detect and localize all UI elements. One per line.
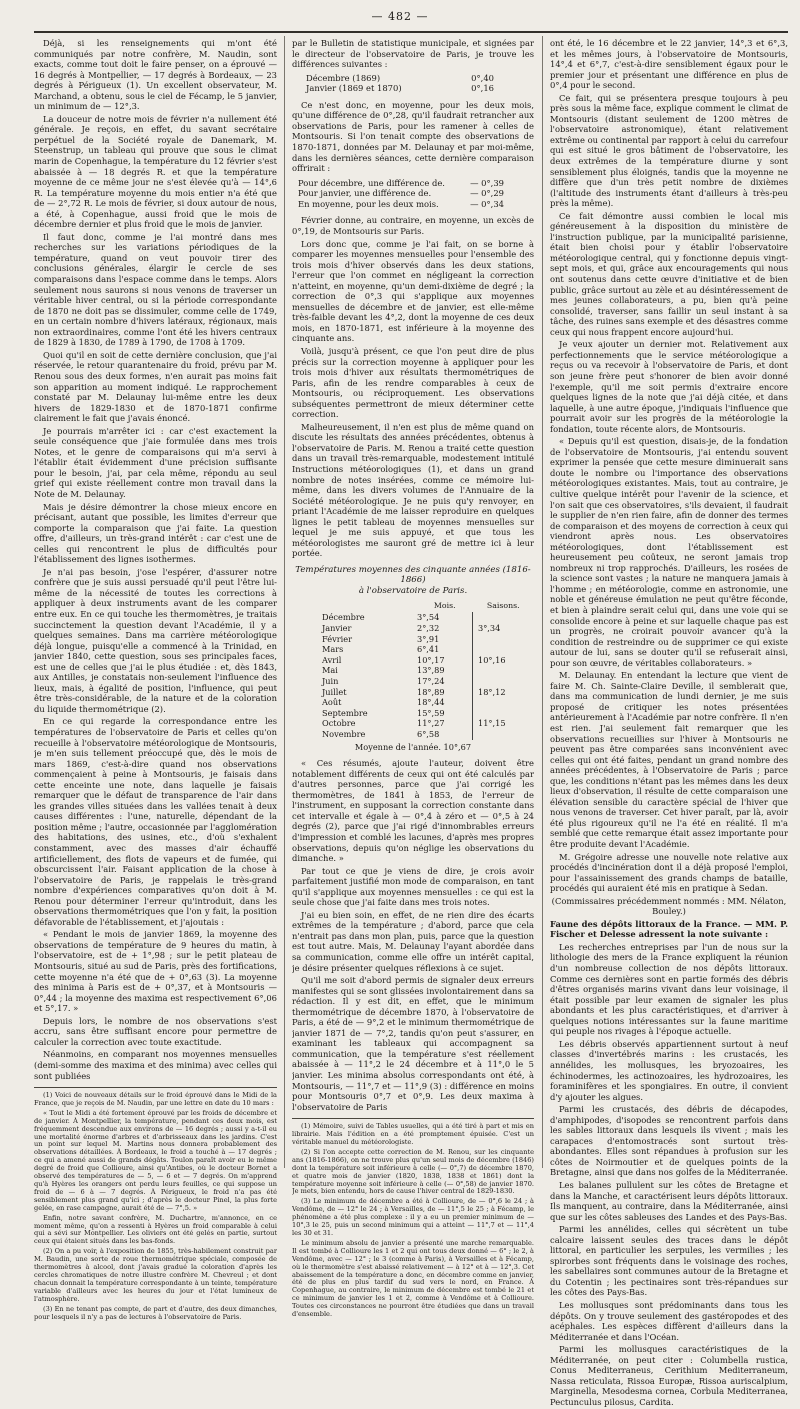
paragraph: Parmi les annélides, celles qui sécrètent un tube calcaire laissent seules des traces dans le dépôt littoral, en particulier les serpules, les vermilies ; les spirorbes sont fréquents dans le voisinage des roches, les sabellaires sont communes autour de la Bretagne et du Cotentin ; les pectinaires sont très-répandues sur les côtes des Pays-Bas. [550,1224,788,1298]
table-title-line: Températures moyennes des cinquante années (1816-1866) [295,564,531,586]
table-row [292,676,534,687]
paragraph: J'ai eu bien soin, en effet, de ne rien dire des écarts extrêmes de la température ; d'abord, parce que cela n'entrait pas dans mon plan, puis, parce que la question est tout autre. Mais, M. Delaunay l'ayant abordée dans sa communication, comme elle offre un intérêt capital, je désire présenter quelques réflexions à ce sujet. [292,909,534,973]
comparison-row [292,188,534,199]
difference-list [292,73,534,94]
footnote-separator [292,1118,534,1119]
table-cell-value: 2°,32 [417,623,440,634]
page-number: — 482 — [371,10,429,23]
comparison-row [292,178,534,189]
table-cell-value: 6°,41 [417,644,440,655]
table-cell-month: Mars [322,644,344,655]
table-header [292,600,534,612]
footnote: Enfin, notre savant confrère, M. Duchartre, m'annonce, en ce moment même, qu'on a ressenti à Hyères un froid comparable à celui qui a sévi sur Montpellier. Les oliviers ont été gelés en partie, surtout ceux qui étaient situés dans les bas-fonds. [34,1213,277,1246]
table-row [292,729,534,740]
column-left [34,38,277,1323]
paragraph: Mais je désire démontrer la chose mieux encore en précisant, autant que possible, les limites d'erreur que comporte la comparaison que j'ai faite. La question offre, d'ailleurs, un très-grand intérêt : car c'est une de celles qui rencontrent le plus de difficultés pour l'établissement des lignes isothermes. [34,501,277,565]
comparison-label: En moyenne, pour les deux mois. [298,198,439,209]
paragraph: Par tout ce que je viens de dire, je crois avoir parfaitement justifié mon mode de comparaison, en tant qu'il s'applique aux moyennes mensuelles : ce qui est la seule chose que j'ai faite dans mes trois notes. [292,865,534,908]
paragraph: Les recherches entreprises par l'un de nous sur la lithologie des mers de la France expliquent la réunion d'un nombreuse collection de nos dépôts littoraux. Comme ces dernières sont en partie formés des débris d'êtres organisés marins vivant dans leur voisinage, il était possible par leur examen de signaler les plus abondants et les plus caractéristiques, et d'arriver à quelques notions intéressantes sur la faune maritime qui peuple nos rivages à l'époque actuelle. [550,941,788,1037]
table-body [292,612,534,739]
paragraph: Voilà, jusqu'à présent, ce que l'on peut dire de plus précis sur la correction moyenne à appliquer pour les trois mois d'hiver aux résultats thermométriques de Paris, afin de les rendre comparables à ceux de Montsouris, ou réciproquement. Les observations subséquentes permettront de mieux déterminer cette correction. [292,346,534,420]
table-row [292,634,534,645]
footnote: (3) En ne tenant pas compte, de part et d'autre, des deux dimanches, pour lesquels il n'y a pas de lectures à l'observatoire de Paris. [34,1304,277,1321]
difference-row [292,83,534,94]
section-heading: Faune des dépôts littoraux de la France. — MM. P. Fischer et Delesse adressent la note suivante : [550,918,788,940]
table-cell-value: 11°,27 [417,718,445,729]
paragraph: Je n'ai pas besoin, j'ose l'espérer, d'assurer notre confrère que je suis aussi persuadé qu'il peut l'être lui-même de la nécessité de toutes les corrections à appliquer à deux instruments avant de les comparer entre eux. En ce qui touche les thermomètres, je traitais succinctement la question devant l'Académie, il y a quelques semaines. Dans ma carrière météorologique déjà longue, puisqu'elle a commencé à la Trinidad, en janvier 1840, cette question, sous ses principales faces, est une de celles que j'ai le plus étudiée : et, dès 1843, aux Antilles, je constatais non-seulement l'influence des lieux, mais, à égalité de position, l'influence, qui peut être très-considérable, de la nature et de la coloration du liquide thermométrique (2). [34,566,277,714]
paragraph: Parmi les mollusques caractéristiques de la Méditerranée, on peut citer : Columbella rustica, Conus Mediterraneus, Cerithium Mediterraneum, Nassa reticulata, Rissoa Europæ, Rissoa auriscalpium, Marginella, Mesodesma cornea, Corbula Mediterranea, Pectunculus pilosus, Cardita. [550,1344,788,1407]
paragraph: Déjà, si les renseignements qui m'ont été communiqués par notre confrère, M. Naudin, sont exacts, comme tout doit le faire penser, on a éprouvé — 16 degrés à Montpellier, — 17 degrés à Bordeaux, — 23 degrés à Périgueux (1). Un excellent observateur, M. Marchand, a obtenu, sous le ciel de Fécamp, le 5 janvier, un minimum de — 12°,3. [34,38,277,112]
paragraph: Février donne, au contraire, en moyenne, un excès de 0°,19, de Montsouris sur Paris. [292,215,534,236]
table-row [292,644,534,655]
table-cell-season [473,612,535,623]
footnote: (3) Le minimum de décembre a été à Collioure, de — 0°,6 le 24 ; à Vendôme, de — 12° le 24 ; à Versailles, de — 11°,5 le 25 ; à Fécamp, le phénomène a été plus complexe : il y a eu un premier minimum de — 10°,3 le 25, puis un second minimum qui a atteint — 11°,7 et — 11°,4 les 30 et 31. [292,1197,534,1237]
paragraph: « Depuis qu'il est question, disais-je, de la fondation de l'observatoire de Montsouris, j'ai entendu souvent exprimer la pensée que cette mesure diminuerait sans doute le nombre ou l'importance des observations météorologiques existantes. Mais, tout au contraire, je cultive quelque intérêt pour l'avenir de la science, et l'on sait que ces observatoires, s'ils devaient, il faudrait le supplier de n'en rien faire, afin de donner des termes de comparaison et des moyens de correction à ceux qui viendront après nous. Les observatoires météorologiques, dont l'établissement est heureusement peu coûteux, ne seront jamais trop nombreux ni trop rapprochés. D'ailleurs, les rosées de la science sont vastes ; la nature ne manquera jamais à l'homme ; en météorologie, comme en astronomie, une noble et généreuse émulation ne peut qu'être féconde, et bien à plaindre serait celui qui, dans une voie qui se consolide encore à peine et sur laquelle chaque pas est un progrès, ne croirait pouvoir avancer qu'à la condition de restreindre ou de supprimer ce qui existe autour de lui, sans se douter qu'il se refuserait ainsi, pour son œuvre, de véritables collaborateurs. » [550,436,788,668]
paragraph: Néanmoins, en comparant nos moyennes mensuelles (demi-somme des maxima et des minima) avec celles qui sont publiées [34,1049,277,1081]
paragraph: Les balanes pullulent sur les côtes de Bretagne et dans la Manche, et caractérisent leurs dépôts littoraux. Ils manquent, au contraire, dans la Méditerranée, ainsi que sur les côtes sableuses des Landes et des Pays-Bas. [550,1179,788,1222]
difference-value: 0°,40 [471,72,494,83]
table-cell-season: 18°,12 [473,687,535,698]
comparison-label: Pour janvier, une différence de. [298,188,432,199]
difference-value: 0°,16 [471,83,494,94]
table-cell-value: 13°,89 [417,665,445,676]
table-cell-season: 11°,15 [473,718,535,729]
table-row [292,687,534,698]
table-cell-season [473,644,535,655]
table-cell-value: 6°,58 [417,728,440,739]
column-divider [542,36,543,1168]
table-row [292,708,534,719]
column-divider [284,36,285,1168]
table-footer [292,740,534,753]
paragraph: La douceur de notre mois de février n'a nullement été générale. Je reçois, en effet, du savant secrétaire perpétuel de la Société royale de Danemark, M. Steenstrup, un tableau qui prouve que sous le climat marin de Copenhague, la température du 12 février s'est abaissée à — 18 degrés R. et que la température moyenne de ce même jour ne s'est élevée qu'à — 14°,6 R. La température moyenne du mois entier n'a été que de — 2°,72 R. Le mois de février, si doux autour de nous, a été, à Copenhague, aussi froid que le mois de décembre dernier et plus froid que le mois de janvier. [34,113,277,230]
footnote: (1) Voici de nouveaux détails sur le froid éprouvé dans le Midi de la France, que je reçois de M. Naudin, par une lettre en date du 10 mars : [34,1091,277,1107]
table-cell-month: Janvier [322,623,352,634]
paragraph: M. Delaunay. En entendant la lecture que vient de faire M. Ch. Sainte-Claire Deville, il semblerait que, dans ma communication de lundi dernier, je me suis proposé de critiquer les notes présentées antérieurement à l'Académie par notre confrère. Il n'en est rien. J'ai seulement fait remarquer que les observations recueillies sur l'hiver à Montsouris ne peuvent pas être comparées sans inconvénient avec celles qui ont été faites, pendant un grand nombre des années précédentes, à l'Observatoire de Paris ; parce que, les conditions n'étant pas les mêmes dans les deux lieux d'observation, il résulte de cette comparaison une élévation sensible du caractère spécial de l'hiver que nous venons de traverser. Cet hiver paraît, par là, avoir été plus rigoureux qu'il ne l'a été en réalité. Il m'a semblé que cette remarque était assez importante pour être produite devant l'Académie. [550,670,788,850]
paragraph: par le Bulletin de statistique municipale, et signées par le directeur de l'observatoire de Paris, je trouve les différences suivantes : [292,38,534,70]
table-cell-month: Novembre [322,728,366,739]
paragraph: Je veux ajouter un dernier mot. Relativement aux perfectionnements que le service météorologique a reçus ou va recevoir à l'observatoire de Paris, et dont son jeune frère peut s'honorer de bien avoir donné l'exemple, qu'il me soit permis d'extraire encore quelques lignes de la note que j'ai déjà citée, et dans laquelle, à une autre époque, j'indiquais l'influence que pourrait avoir sur les progrès de la météorologie la fondation, toute récente alors, de Montsouris. [550,339,788,434]
temperature-table [292,600,534,752]
table-cell-month: Décembre [322,612,365,623]
paragraph: En ce qui regarde la correspondance entre les températures de l'observatoire de Paris et celles qu'on recueille à l'observatoire météorologique de Montsouris, je m'en suis tellement préoccupé que, dès le mois de mars 1869, c'est-à-dire quand nos observations commençaient à peine à Montsouris, je faisais dans cette enceinte une note, dans laquelle je faisais remarquer que le défaut de transparence de l'air dans les grandes villes situées dans les vallées tenait à deux causes différentes : l'une, naturelle, dépendant de la position même ; l'autre, occasionnée par l'agglomération des habitations, des usines, etc., d'où s'exhalent constamment, avec des masses d'air échauffé artificiellement, des flots de vapeurs et de fumée, qui obscurcissent l'air. Faisant application de la chose à l'observatoire de Paris, je rappelais le très-grand nombre d'expériences comparatives qu'on doit à M. Renou pour déterminer l'erreur qu'introduit, dans les observations thermométriques que l'on y fait, la position défavorable de l'établissement, et j'ajoutais : [34,716,277,927]
paragraph: « Pendant le mois de janvier 1869, la moyenne des observations de température de 9 heures du matin, à l'observatoire, est de + 1°,98 ; sur le petit plateau de Montsouris, situé au sud de Paris, près des fortifications, cette moyenne n'a été que de + 0°,63 (3). La moyenne des minima à Paris est de + 0°,37, et à Montsouris — 0°,44 ; la moyenne des maxima est respectivement 6°,06 et 5°,17. » [34,929,277,1014]
table-cell-season [473,676,535,687]
footnote-separator [34,1087,277,1088]
difference-label: Décembre (1869) [306,72,381,83]
table-cell-value: 10°,17 [417,654,445,665]
paragraph: Il faut donc, comme je l'ai montré dans mes recherches sur les variations périodiques de la température, quand on veut pouvoir tirer des conclusions générales, élargir le cercle de ses comparaisons dans l'espace comme dans le temps. Alors seulement nous saurons si nous venons de traverser un véritable hiver central, ou si la période correspondante de 1870 ne doit pas se dissimuler, comme celle de 1749, en un certain nombre d'hivers latéraux, régionaux, mais non extraordinaires, comme l'ont été les hivers centraux de 1829 à 1830, de 1789 à 1790, de 1708 à 1709. [34,231,277,348]
table-cell-month: Juin [322,676,339,686]
table-cell-value: 15°,59 [417,707,445,718]
paragraph: ont été, le 16 décembre et le 22 janvier, 14°,3 et 6°,3, et les mêmes jours, à l'observatoire de Montsouris, 14°,4 et 6°,7, c'est-à-dire sensiblement égaux pour le premier jour et présentant une différence en plus de 0°,4 pour le second. [550,38,788,91]
table-row [292,655,534,666]
table-cell-season [473,634,535,645]
table-row [292,623,534,634]
table-row [292,665,534,676]
table-cell-month: Août [322,697,342,708]
table-cell-value: 3°,91 [417,633,440,644]
paragraph: Ce n'est donc, en moyenne, pour les deux mois, qu'une différence de 0°,28, qu'il faudrait retrancher aux observations de Paris, pour les ramener à celles de Montsouris. Si l'on tenait compte des observations de 1870-1871, données par M. Delaunay et par moi-même, dans les dernières séances, cette dernière comparaison offrirait : [292,99,534,174]
paragraph: « Ces résumés, ajoute l'auteur, doivent être notablement différents de ceux qui ont été calculés par d'autres personnes, parce que j'ai corrigé les thermomètres, de 1841 à 1853, de l'erreur de l'instrument, en supposant la correction constante dans cet intervalle et égale à — 0°,4 à zéro et — 0°,5 à 24 degrés (2), parce que j'ai rigé d'innombrables erreurs d'impression et comblé les lacunes, d'après mes propres observations, depuis qu'on néglige les observations du dimanche. » [292,758,534,864]
table-cell-month: Octobre [322,718,356,729]
comparison-value: — 0°,39 [470,177,504,188]
paragraph: Je pourrais m'arrêter ici : car c'est exactement la seule conséquence que j'aie formulée dans mes trois Notes, et le genre de comparaisons qui m'a servi à l'établir était évidemment d'une précision suffisante pour le besoin, j'ai, par cela même, répondu au seul grief qui existe réellement contre mon travail dans la Note de M. Delaunay. [34,425,277,499]
table-cell-season: 10°,16 [473,655,535,666]
table-cell-season: 3°,34 [473,623,535,634]
table-cell-month: Février [322,633,352,644]
footnote: (2) Si l'on accepte cette correction de M. Renou, sur les cinquante ans (1816-1866), on ne trouve plus qu'un seul mois de décembre (1846) dont la température soit inférieure à celle (— 0°,7) de décembre 1870, et quatre mois de janvier (1820, 1838, 1838 et 1861) dont la température moyenne soit inférieure à celle (— 0°,58) de janvier 1870. Je mets, bien entendu, hors de cause l'hiver central de 1829-1830. [292,1147,534,1196]
table-cell-season [473,665,535,676]
table-cell-value: 18°,89 [417,686,445,697]
difference-row [292,73,534,84]
paragraph: M. Grégoire adresse une nouvelle note relative aux procédés d'incinération dont il a déjà proposé l'emploi, pour l'assainissement des grands champs de bataille, procédés qui auraient été mis en pratique à Sedan. [550,851,788,894]
table-row [292,697,534,708]
comparison-list [292,178,534,210]
comparison-label: Pour décembre, une différence de. [298,177,445,188]
footnote: (1) Mémoire, suivi de Tables usuelles, qui a été tiré à part et mis en librairie. Mais l'édition en a été promptement épuisée. C'est un véritable manuel du météorologiste. [292,1122,534,1147]
table-cell-month: Avril [322,654,342,665]
footnote: Le minimum absolu de janvier a présenté une marche remarquable. Il est tombé à Collioure les 1 et 2 qui ont tous deux donné — 6° ; le 2, à Vendôme, avec — 12° ; le 3 (comme à Paris), à Versailles et à Fécamp, où le thermomètre s'est abaissé relativement — à 12° et à — 12°,3. Cet abaissement de la température a donc, en décembre comme en janvier, été de plus en plus tardif du sud vers le nord, en France. À Copenhague, au contraire, le minimum de décembre est tombé le 21 et ce minimum de janvier les 1 et 2, comme à Vendôme et à Collioure. Toutes ces circonstances ne pourront être étudiées que dans un travail d'ensemble. [292,1238,534,1319]
paragraph: Les débris observés appartiennent surtout à neuf classes d'invertébrés marins : les crustacés, les annélides, les mollusques, les bryozoaires, les échinodermes, les actinozoaires, les hydrozoaires, les foraminifères et les spongiaires. En outre, il convient d'y ajouter les algues. [550,1038,788,1102]
table-title [292,565,534,597]
column-right [550,38,788,1409]
paragraph: (Commissaires précédemment nommés : MM. Nélaton, Bouley.) [551,895,787,917]
table-cell-value: 3°,54 [417,612,440,623]
comparison-row [292,199,534,210]
table-row [292,612,534,623]
paragraph: Quoi qu'il en soit de cette dernière conclusion, que j'ai réservée, le retour quarantenaire du froid, prévu par M. Renou sous des deux formes, n'en aurait pas moins fait son apparition au moment indiqué. Le rapprochement constaté par M. Delaunay lui-même entre les deux hivers de 1829-1830 et de 1870-1871 confirme clairement le fait que j'avais énoncé. [34,349,277,424]
table-cell-month: Juillet [322,686,347,697]
table-cell-value: 17°,24 [417,676,445,686]
table-cell-value: 18°,44 [417,697,445,708]
table-cell-season [473,729,535,740]
paragraph: Qu'il me soit d'abord permis de signaler deux erreurs manifestes qui se sont glissées involontairement dans sa rédaction. Il y est dit, en effet, que le minimum thermométrique de décembre 1870, à l'observatoire de Paris, a été de — 9°,2 et le minimum thermométrique de janvier 1871 de — 7°,2, tandis qu'on peut s'assurer, en examinant les tableaux qui accompagnent sa communication, que la température s'est réellement abaissée à — 11°,2 le 24 décembre et à 11°,0 le 5 janvier. Les minima absolus correspondants ont été, à Montsouris, — 11°,7 et — 11°,9 (3) : différence en moins pour Montsouris 0°,7 et 0°,9. Les deux maxima à l'observatoire de Paris [292,975,534,1112]
table-cell-month: Septembre [322,707,368,718]
paragraph: Lors donc que, comme je l'ai fait, on se borne à comparer les moyennes mensuelles pour l'ensemble des trois mois d'hiver observés dans les deux stations, l'erreur que l'on commet en négligeant la correction n'atteint, en moyenne, qu'un demi-dixième de degré ; la correction de 0°,3 qui s'applique aux moyennes mensuelles de décembre et de janvier, est elle-même très-faible devant les 4°,2, dont la moyenne de ces deux mois, en 1870-1871, est inférieure à la moyenne des cinquante ans. [292,238,534,344]
difference-label: Janvier (1869 et 1870) [306,83,402,94]
table-title-line: à l'observatoire de Paris. [358,585,468,596]
comparison-value: — 0°,29 [470,188,504,199]
paragraph: Les mollusques sont prédominants dans tous les dépôts. On y trouve seulement des gastéropodes et des acéphales. Les espèces diffèrent d'ailleurs dans la Méditerranée et dans l'Océan. [550,1299,788,1342]
paragraph: Ce fait démontre aussi combien le local mis généreusement à la disposition du ministère de l'instruction publique, par la municipalité parisienne, était bien choisi pour y établir l'observatoire météorologique central, qui y fonctionne depuis vingt-sept mois, et qui, grâce aux encouragements qui nous ont soutenus dans cette œuvre d'initiative et de bien public, grâce surtout au zèle et au désintéressement de mes jeunes collaborateurs, a pu, bien qu'à peine consolidé, traverser, sans faillir un seul instant à sa tâche, des ruines sans exemple et des désastres comme ceux qui nous frappent encore aujourd'hui. [550,210,788,337]
header-rule [34,31,788,33]
paragraph: Ce fait, qui se présentera presque toujours à peu près sous la même face, explique comment le climat de Montsouris (distant seulement de 1200 mètres de l'observatoire astronomique), étant relativement extrême ou continental par rapport à celui du carrefour qui est situé le gros bâtiment de l'observatoire, les deux extrêmes de la température diurne y sont sensiblement plus éloignés, tandis que la moyenne ne diffère que d'un très petit nombre de dixièmes (l'altitude des instruments étant d'ailleurs à très-peu près la même). [550,92,788,209]
paragraph: Depuis lors, le nombre de nos observations s'est accru, sans être suffisant encore pour permettre de calculer la correction avec toute exactitude. [34,1015,277,1047]
table-footer-text: Moyenne de l'année. 10°,67 [354,741,472,752]
footnote: (2) On a pu voir, à l'exposition de 1855, très-habilement construit par M. Baudin, une sorte de roue thermométrique spéciale, composée de thermomètres à alcool, dont j'avais gradué la coloration d'après les cercles chromatiques de notre illustre confrère M. Chevreul ; et dont chacun donnait la température correspondante à un teinte, température variable d'ailleurs avec les heures du jour et l'état lumineux de l'atmosphère. [34,1247,277,1303]
comparison-value: — 0°,34 [470,198,504,209]
table-row [292,718,534,729]
column-header: Mois. [433,601,456,611]
table-cell-season [473,697,535,708]
table-cell-month: Mai [322,665,338,676]
footnote: « Tout le Midi a été fortement éprouvé par les froids de décembre et de janvier. À Montpellier, la température, pendant ces deux mois, est fréquemment descendue aux environs de — 16 degrés ; aussi y a-t-il eu une mortalité énorme d'arbres et d'arbrisseaux dans les jardins. C'est un point sur lequel M. Martins nous donnera probablement des observations détaillées. À Bordeaux, le froid a touché à — 17 degrés ; ce qui a amené aussi de grands dégâts. Toulon paraît avoir eu le même degré de froid que Collioure, ainsi qu'Antibes, où le docteur Bornet a observé des températures de — 5, — 6 et — 7 degrés. On m'apprend qu'à Hyères les orangers ont perdu leurs feuilles, ce qui suppose un froid de — 6 à — 7 degrés. À Périgueux, le froid n'a pas été sensiblement plus grand qu'ici ; d'après le docteur Pinel, la plus forte gelée, en rase campagne, aurait été de — 7°,5. » [34,1108,277,1212]
column-middle [292,38,534,1321]
paragraph: Malheureusement, il n'en est plus de même quand on discute les résultats des années précédentes, obtenus à l'observatoire de Paris. M. Renou a traité cette question dans un travail très-remarquable, modestement intitulé Instructions météorologiques (1), et dans un grand nombre de notes insérées, comme ce mémoire lui-même, dans les divers volumes de l'Annuaire de la Société météorologique. Je ne puis qu'y renvoyer, en priant l'Académie de me laisser reproduire en quelques lignes le petit tableau de moyennes mensuelles sur lequel je me suis appuyé, et que tous les météorologistes me sauront gré de mettre ici à leur portée. [292,421,534,559]
table-cell-season [473,708,535,719]
column-header: Saisons. [486,601,520,611]
paragraph: Parmi les crustacés, des débris de décapodes, d'amphipodes, d'isopodes se rencontrent parfois dans les sables littoraux dans lesquels ils vivent ; mais les carapaces d'entomostracés sont surtout très-abondantes. Elles sont répandues à profusion sur les côtes de Noirmoutier et de quelques points de la Bretagne, ainsi que dans nos golfes de la Méditerranée. [550,1104,788,1178]
